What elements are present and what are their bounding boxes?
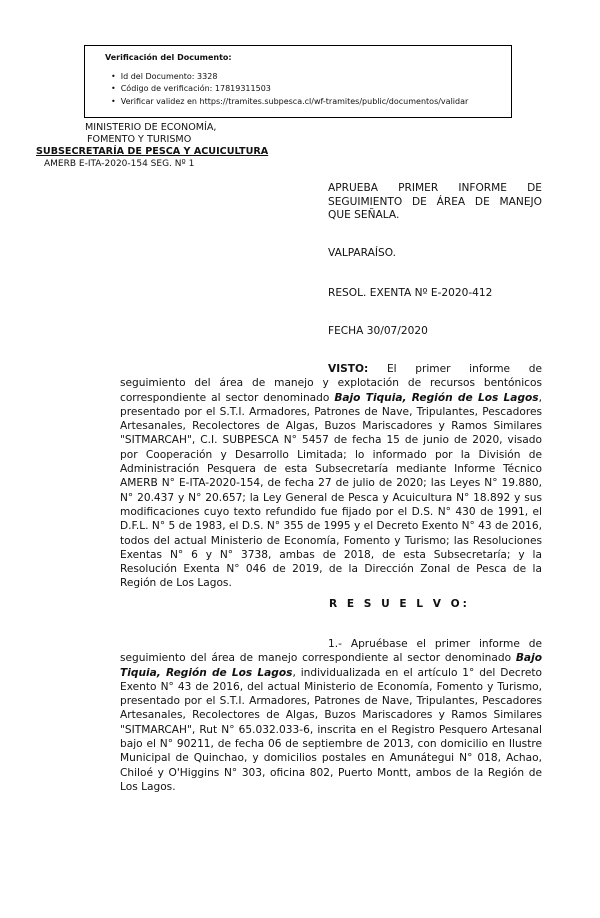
verification-link[interactable]: • Verificar validez en https://tramites.subpesca.cl/wf-tramites/public/documentos/validar [111,96,503,109]
verification-list [105,71,503,109]
reference-code: AMERB E-ITA-2020-154 SEG. Nº 1 [44,159,195,169]
undersecretariat-name: SUBSECRETARÍA DE PESCA Y ACUICULTURA [36,146,269,157]
ministry-line-1: MINISTERIO DE ECONOMÍA, [85,122,217,133]
visto-text-1: El primer informe de seguimiento del área de manejo y explotación de recursos bentónicos correspondiente al sector denominado [120,363,542,404]
resolution-number: RESOL. EXENTA Nº E-2020-412 [328,287,493,299]
resolution-date: FECHA 30/07/2020 [328,325,428,337]
visto-label: VISTO: [328,363,369,375]
letterhead [36,122,268,170]
article-1-text-1: 1.- Apruébase el primer informe de seguimiento del área de manejo correspondiente al sector denominado [120,638,542,665]
city: VALPARAÍSO. [328,247,396,259]
visto-sector: Bajo Tiquia, Región de Los Lagos [334,391,539,404]
verification-title: Verificación del Documento: [105,53,232,62]
article-1-sector: Bajo Tiquia, Región de Los Lagos [120,652,542,679]
ministry-line-2: FOMENTO Y TURISMO [87,134,192,145]
article-1-text-2: , individualizada en el artículo 1° del Decreto Exento N° 43 de 2016, del actual Ministerio de Economía, Fomento y Turismo, presentado por el S.T.I. Armadores, Patrones de Nave, Tripulantes, Pescadores Artesanales, Recolectores de Algas, Buzos Mariscadores y Ramos Similares "SITMARCAH", Rut N° 65.032.033-6, inscrita en el Registro Pesquero Artesanal bajo el N° 90211, de fecha 06 de septiembre de 2013, con domicilio en Ilustre Municipal de Quinchao, y domicilios postales en Amunátegui N° 018, Achao, Chiloé y O'Higgins N° 303, oficina 802, Puerto Montt, ambos de la Región de Los Lagos. [120,666,542,793]
article-1-paragraph [120,637,542,794]
visto-text-2: , presentado por el S.T.I. Armadores, Patrones de Nave, Tripulantes, Pescadores Artesanales, Recolectores de Algas, Buzos Mariscadores y Ramos Similares "SITMARCAH", C.I. SUBPESCA N° 5457 de fecha 15 de junio de 2020, visado por Cooperación y Desarrollo Limitada; lo informado por la División de Administración Pesquera de esta Subsecretaría mediante Informe Técnico AMERB N° E-ITA-2020-154, de fecha 27 de julio de 2020; las Leyes N° 19.880, N° 20.437 y N° 20.657; la Ley General de Pesca y Acuicultura N° 18.892 y sus modificaciones cuyo texto refundido fue fijado por el D.S. N° 430 de 1991, el D.F.L. N° 5 de 1983, el D.S. N° 355 de 1995 y el Decreto Exento N° 43 de 2016, todos del actual Ministerio de Economía, Fomento y Turismo; las Resoluciones Exentas N° 6 y N° 3738, ambas de 2018, de esta Subsecretaría; y la Resolución Exenta N° 046 de 2019, de la Dirección Zonal de Pesca de la Región de Los Lagos. [120,391,542,590]
visto-paragraph [120,362,542,591]
verification-code: • Código de verificación: 17819311503 [111,83,503,96]
document-subject: APRUEBA PRIMER INFORME DE SEGUIMIENTO DE ÁREA DE MANEJO QUE SEÑALA. [328,182,542,221]
resuelvo-heading: R E S U E L V O: [329,598,470,610]
verification-box [84,45,512,118]
document-id: • Id del Documento: 3328 [111,71,503,84]
